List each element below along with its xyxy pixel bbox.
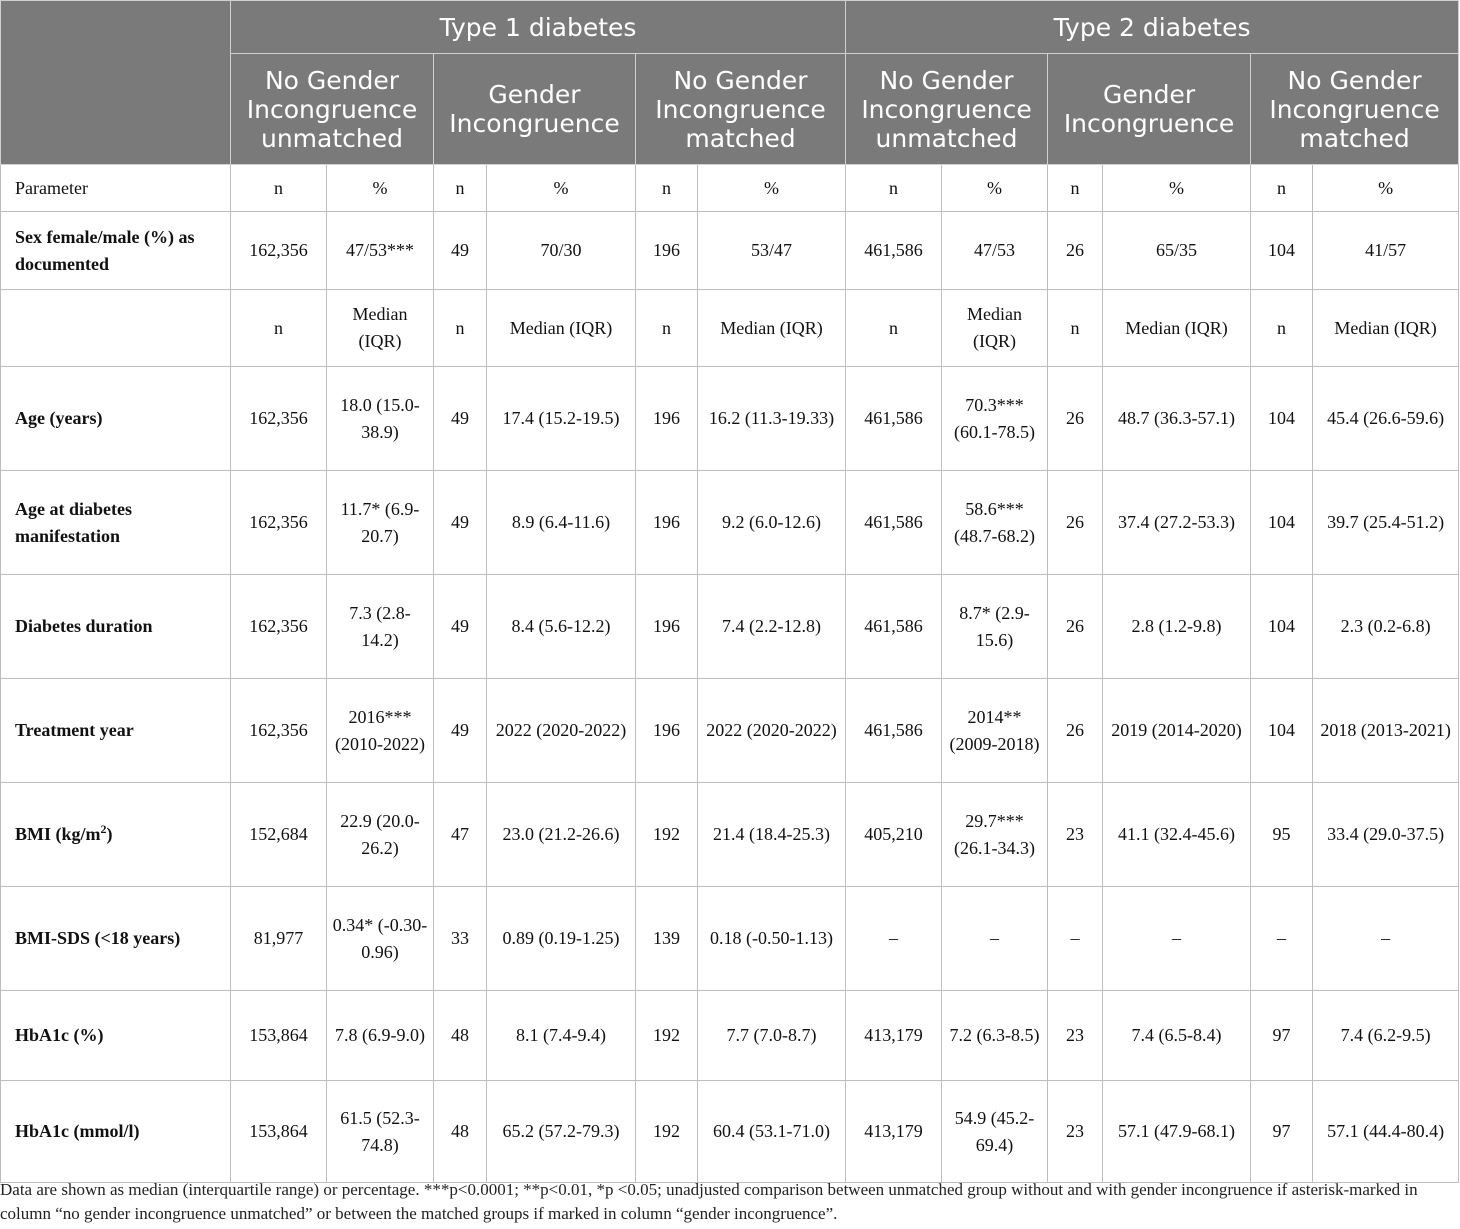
table-cell: n [231, 165, 327, 212]
row-label: Sex female/male (%) as documented [1, 212, 231, 290]
table-cell: n [1251, 290, 1313, 367]
table-cell: 7.4 (6.2-9.5) [1313, 991, 1459, 1081]
table-cell: 41/57 [1313, 212, 1459, 290]
row-label: BMI $(kg/m^2)$ [1, 783, 231, 887]
table-cell: % [1313, 165, 1459, 212]
table-cell: 8.1 (7.4-9.4) [487, 991, 636, 1081]
table-cell: 2019 (2014-2020) [1103, 679, 1251, 783]
table-cell: n [636, 165, 698, 212]
table-cell: 60.4 (53.1-71.0) [698, 1081, 846, 1183]
table-cell: 26 [1048, 471, 1103, 575]
table-cell: 49 [434, 212, 487, 290]
table-cell: Median (IQR) [698, 290, 846, 367]
parameter-row [1, 165, 1459, 212]
table-row [1, 367, 1459, 471]
table-cell: 2022 (2020-2022) [698, 679, 846, 783]
table-cell: 162,356 [231, 212, 327, 290]
table-cell: n [1048, 290, 1103, 367]
table-cell: 2014** (2009-2018) [942, 679, 1048, 783]
table-cell: % [942, 165, 1048, 212]
subgroup-header: Gender Incongruence [434, 54, 636, 165]
table-cell: 2.3 (0.2-6.8) [1313, 575, 1459, 679]
table-cell: 405,210 [846, 783, 942, 887]
table-cell: 22.9 (20.0-26.2) [327, 783, 434, 887]
table-row [1, 887, 1459, 991]
table-cell: Median (IQR) [942, 290, 1048, 367]
table-row [1, 471, 1459, 575]
table-cell: 21.4 (18.4-25.3) [698, 783, 846, 887]
table-cell: 8.9 (6.4-11.6) [487, 471, 636, 575]
table-cell: 104 [1251, 679, 1313, 783]
table-cell: Median (IQR) [1103, 290, 1251, 367]
table-cell: 57.1 (47.9-68.1) [1103, 1081, 1251, 1183]
table-cell: 95 [1251, 783, 1313, 887]
row-label: Parameter [1, 165, 231, 212]
table-cell: 18.0 (15.0-38.9) [327, 367, 434, 471]
row-label: Age at diabetes manifestation [1, 471, 231, 575]
table-cell: 162,356 [231, 471, 327, 575]
table-cell: – [846, 887, 942, 991]
table-cell: 57.1 (44.4-80.4) [1313, 1081, 1459, 1183]
table-cell: 153,864 [231, 991, 327, 1081]
table-cell: % [487, 165, 636, 212]
table-row [1, 783, 1459, 887]
table-cell: 45.4 (26.6-59.6) [1313, 367, 1459, 471]
table-cell: 54.9 (45.2-69.4) [942, 1081, 1048, 1183]
table-cell: 461,586 [846, 212, 942, 290]
table-cell: 196 [636, 471, 698, 575]
table-cell: 23 [1048, 783, 1103, 887]
table-cell: 196 [636, 679, 698, 783]
table-cell: – [1251, 887, 1313, 991]
table-cell: 48 [434, 1081, 487, 1183]
table-cell: 7.3 (2.8-14.2) [327, 575, 434, 679]
table-cell: n [846, 290, 942, 367]
table-cell: 33 [434, 887, 487, 991]
table-cell: 23 [1048, 991, 1103, 1081]
table-cell: – [1103, 887, 1251, 991]
table-cell: 49 [434, 575, 487, 679]
row-label [1, 290, 231, 367]
table-cell: 2016*** (2010-2022) [327, 679, 434, 783]
table-cell: 81,977 [231, 887, 327, 991]
table-cell: 61.5 (52.3-74.8) [327, 1081, 434, 1183]
table-cell: 53/47 [698, 212, 846, 290]
table-cell: 26 [1048, 679, 1103, 783]
table-cell: 152,684 [231, 783, 327, 887]
table-cell: % [1103, 165, 1251, 212]
table-cell: 49 [434, 471, 487, 575]
table-cell: 41.1 (32.4-45.6) [1103, 783, 1251, 887]
table-cell: 8.4 (5.6-12.2) [487, 575, 636, 679]
table-cell: 0.18 (-0.50-1.13) [698, 887, 846, 991]
table-cell: n [1251, 165, 1313, 212]
corner-cell [1, 1, 231, 165]
table-cell: Median (IQR) [487, 290, 636, 367]
table-cell: 48.7 (36.3-57.1) [1103, 367, 1251, 471]
table-cell: 26 [1048, 367, 1103, 471]
row-label: Age (years) [1, 367, 231, 471]
table-cell: 70.3*** (60.1-78.5) [942, 367, 1048, 471]
table-cell: 7.7 (7.0-8.7) [698, 991, 846, 1081]
table-cell: 2018 (2013-2021) [1313, 679, 1459, 783]
row-label: Treatment year [1, 679, 231, 783]
row-label: HbA1c (mmol/l) [1, 1081, 231, 1183]
table-cell: 104 [1251, 471, 1313, 575]
table-cell: – [942, 887, 1048, 991]
group-header-type1: Type 1 diabetes [231, 1, 846, 54]
table-footnote: Data are shown as median (interquartile range) or percentage. ***p<0.0001; **p<0.01, *p <0.05; unadjusted comparison between unmatched group without and with gender incongruence if asterisk-marked in column “no gender incongruence unmatched” or between the matched groups if marked in column “gender incongruence”. [0, 1180, 1418, 1223]
table-cell: 162,356 [231, 679, 327, 783]
table-cell: 192 [636, 1081, 698, 1183]
table-cell: 7.4 (6.5-8.4) [1103, 991, 1251, 1081]
median-header-row [1, 290, 1459, 367]
table-cell: 47/53*** [327, 212, 434, 290]
table-cell: 65/35 [1103, 212, 1251, 290]
table-cell: 413,179 [846, 991, 942, 1081]
subgroup-header: No Gender Incongruence unmatched [231, 54, 434, 165]
table-cell: % [698, 165, 846, 212]
group-header-type2: Type 2 diabetes [846, 1, 1459, 54]
row-label: BMI-SDS (<18 years) [1, 887, 231, 991]
table-cell: 162,356 [231, 367, 327, 471]
subgroup-header: Gender Incongruence [1048, 54, 1251, 165]
table-cell: 39.7 (25.4-51.2) [1313, 471, 1459, 575]
table-cell: 26 [1048, 212, 1103, 290]
table-cell: 2022 (2020-2022) [487, 679, 636, 783]
table-cell: 461,586 [846, 367, 942, 471]
table-cell: 196 [636, 367, 698, 471]
table-cell: 33.4 (29.0-37.5) [1313, 783, 1459, 887]
table-row [1, 679, 1459, 783]
table-cell: 7.8 (6.9-9.0) [327, 991, 434, 1081]
table-cell: % [327, 165, 434, 212]
table-cell: 104 [1251, 575, 1313, 679]
table-cell: n [434, 165, 487, 212]
table-cell: 29.7*** (26.1-34.3) [942, 783, 1048, 887]
table-cell: 461,586 [846, 471, 942, 575]
table-cell: 49 [434, 367, 487, 471]
table-cell: 23.0 (21.2-26.6) [487, 783, 636, 887]
table-cell: 461,586 [846, 575, 942, 679]
table-cell: Median (IQR) [1313, 290, 1459, 367]
table-cell: 48 [434, 991, 487, 1081]
table-cell: 413,179 [846, 1081, 942, 1183]
subgroup-header: No Gender Incongruence matched [1251, 54, 1459, 165]
group-header-row [1, 1, 1459, 54]
table-cell: 65.2 (57.2-79.3) [487, 1081, 636, 1183]
table-cell: – [1048, 887, 1103, 991]
table-cell: 37.4 (27.2-53.3) [1103, 471, 1251, 575]
row-label: Diabetes duration [1, 575, 231, 679]
table-cell: 7.4 (2.2-12.8) [698, 575, 846, 679]
table-cell: n [636, 290, 698, 367]
table-row [1, 991, 1459, 1081]
table-cell: 9.2 (6.0-12.6) [698, 471, 846, 575]
table-cell: 461,586 [846, 679, 942, 783]
table-cell: 47 [434, 783, 487, 887]
table-cell: n [434, 290, 487, 367]
table-cell: 58.6*** (48.7-68.2) [942, 471, 1048, 575]
table-cell: 192 [636, 783, 698, 887]
table-cell: 8.7* (2.9-15.6) [942, 575, 1048, 679]
table-cell: 17.4 (15.2-19.5) [487, 367, 636, 471]
table-cell: 11.7* (6.9-20.7) [327, 471, 434, 575]
table-cell: 0.89 (0.19-1.25) [487, 887, 636, 991]
row-label: HbA1c (%) [1, 991, 231, 1081]
table-cell: 139 [636, 887, 698, 991]
subgroup-header: No Gender Incongruence unmatched [846, 54, 1048, 165]
table-cell: 196 [636, 212, 698, 290]
table-cell: 7.2 (6.3-8.5) [942, 991, 1048, 1081]
table-cell: 70/30 [487, 212, 636, 290]
table-cell: n [1048, 165, 1103, 212]
table-cell: 47/53 [942, 212, 1048, 290]
table-cell: 196 [636, 575, 698, 679]
table-cell: 162,356 [231, 575, 327, 679]
table-cell: 0.34* (-0.30-0.96) [327, 887, 434, 991]
table-cell: n [231, 290, 327, 367]
table-row [1, 1081, 1459, 1183]
sex-row [1, 212, 1459, 290]
subgroup-header: No Gender Incongruence matched [636, 54, 846, 165]
table-cell: n [846, 165, 942, 212]
table-cell: 104 [1251, 212, 1313, 290]
table-cell: 97 [1251, 991, 1313, 1081]
table-cell: Median (IQR) [327, 290, 434, 367]
table-row [1, 575, 1459, 679]
table-cell: 2.8 (1.2-9.8) [1103, 575, 1251, 679]
table-cell: 104 [1251, 367, 1313, 471]
table-cell: 16.2 (11.3-19.33) [698, 367, 846, 471]
table-cell: 192 [636, 991, 698, 1081]
table-cell: 26 [1048, 575, 1103, 679]
table-cell: 23 [1048, 1081, 1103, 1183]
table-cell: 153,864 [231, 1081, 327, 1183]
table-cell: 49 [434, 679, 487, 783]
table-cell: 97 [1251, 1081, 1313, 1183]
table-cell: – [1313, 887, 1459, 991]
